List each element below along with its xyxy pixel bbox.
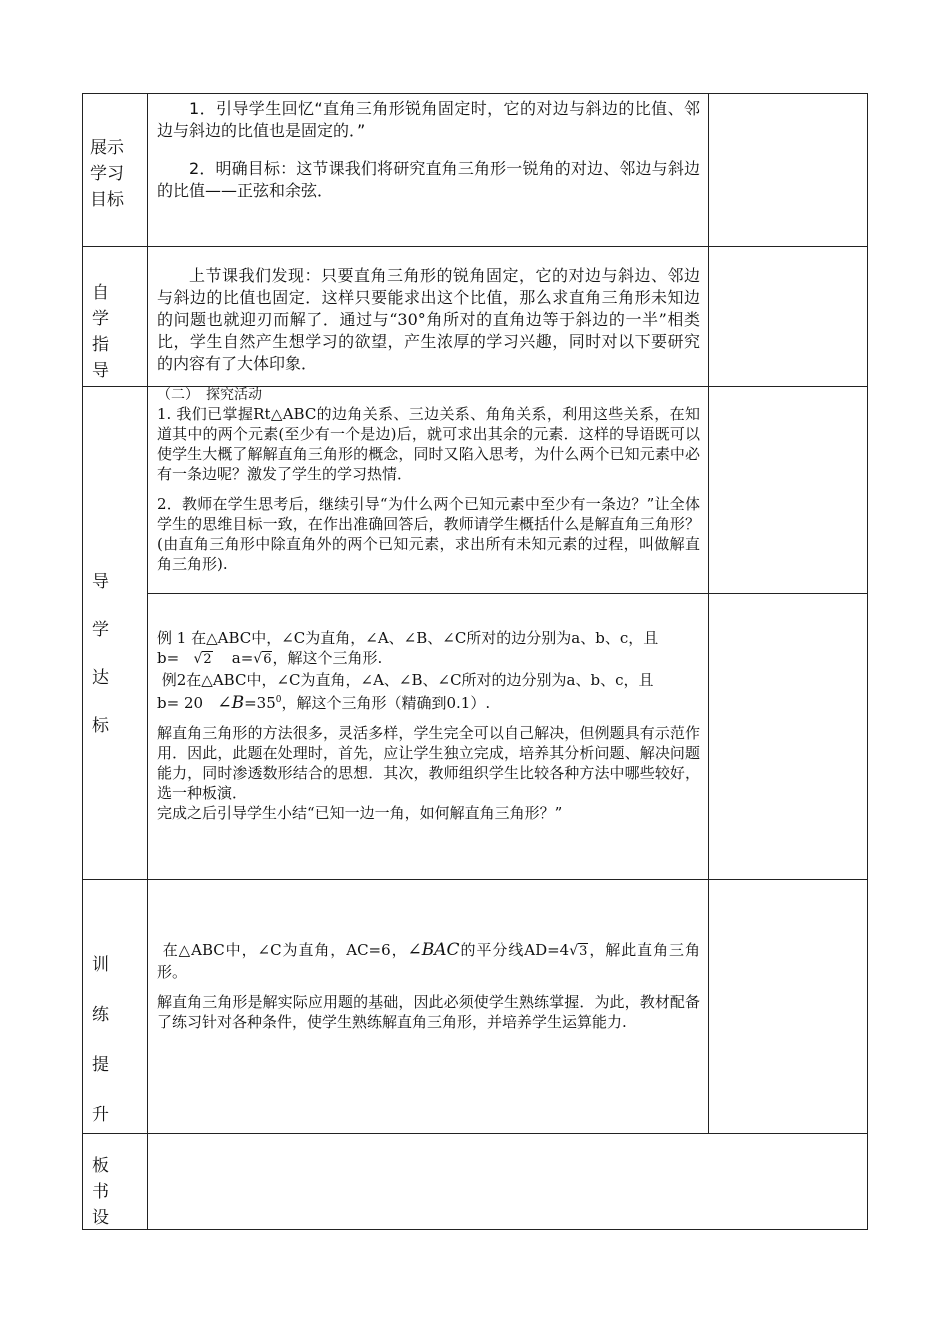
exploration-paragraph-2: 2．教师在学生思考后，继续引导“为什么两个已知元素中至少有一条边？”让全体学生的思维目标一致，在作出准确回答后，教师请学生概括什么是解直角三角形？(由直角三角形中除直角外的两个已知元素，求出所有未知元素的过程，叫做解直角三角形). xyxy=(157,495,700,573)
example-1-line-1: 例 1 在△ABC中，∠C为直角，∠A、∠B、∠C所对的边分别为a、b、c，且 xyxy=(157,629,659,647)
row-divider-3 xyxy=(82,879,868,880)
objective-paragraph-2: 2．明确目标：这节课我们将研究直角三角形一锐角的对边、邻边与斜边的比值——正弦和余弦． xyxy=(157,159,700,200)
example-2-line-1: 例2在△ABC中，∠C为直角，∠A、∠B、∠C所对的边分别为a、b、c，且 xyxy=(157,671,654,689)
sqrt-2: √2 xyxy=(193,651,212,667)
examples-paragraph-summary: 完成之后引导学生小结“已知一边一角，如何解直角三角形？” xyxy=(157,804,563,822)
table-divider-notes xyxy=(708,93,709,1133)
exploration-content xyxy=(157,386,700,574)
exploration-paragraph-1: 1. 我们已掌握Rt△ABC的边角关系、三边关系、角角关系，利用这些关系，在知道其中的两个元素(至少有一个是边)后，就可求出其余的元素．这样的导语既可以使学生大概了解解直角三角形的概念，同时又陷入思考，为什么两个已知元素中必有一条边呢？激发了学生的学习热情． xyxy=(157,405,700,483)
examples-content xyxy=(157,628,700,823)
row-label-practice: 训 练 提 升 xyxy=(92,955,109,1125)
table-border-top xyxy=(82,93,868,94)
self-study-paragraph: 上节课我们发现：只要直角三角形的锐角固定，它的对边与斜边、邻边与斜边的比值也固定．这样只要能求出这个比值，那么求直角三角形未知边的问题也就迎刃而解了．通过与“30°角所对的直角边等于斜边的一半”相类比，学生自然产生想学习的欲望，产生浓厚的学习兴趣，同时对以下要研究的内容有了大体印象． xyxy=(157,266,700,373)
degree-symbol: 0 xyxy=(275,695,282,705)
example-2-line-2: b= 20 $\angle B=35^0$，解这个三角形（精确到0.1）. xyxy=(157,693,491,713)
table-divider-label xyxy=(147,93,148,1230)
objectives-content xyxy=(157,98,700,202)
example-1-line-2: b= √2 a=√6，解这个三角形. xyxy=(157,648,700,670)
table-border-right xyxy=(867,93,868,1230)
sqrt-6: √6 xyxy=(253,651,272,667)
self-study-content xyxy=(157,265,700,375)
row-divider-1 xyxy=(82,246,868,247)
table-border-left xyxy=(82,93,83,1230)
objective-paragraph-1: 1．引导学生回忆“直角三角形锐角固定时，它的对边与斜边的比值、邻边与斜边的比值也是固定的．” xyxy=(157,99,700,140)
table-border-bottom xyxy=(82,1229,868,1230)
practice-content xyxy=(157,940,700,1032)
row-divider-4 xyxy=(82,1133,868,1134)
exploration-heading: （二） 探究活动 xyxy=(157,387,262,403)
examples-paragraph-method: 解直角三角形的方法很多，灵活多样，学生完全可以自己解决，但例题具有示范作用．因此，此题在处理时，首先，应让学生独立完成，培养其分析问题、解决问题能力，同时渗透数形结合的思想．其次，教师组织学生比较各种方法中哪些较好，选一种板演． xyxy=(157,724,700,802)
row-label-objectives: 展示 学习 目标 xyxy=(90,138,124,210)
row-label-blackboard: 板 书 设 xyxy=(92,1156,109,1228)
practice-paragraph: 解直角三角形是解实际应用题的基础，因此必须使学生熟练掌握．为此，教材配备了练习针对各种条件，使学生熟练解直角三角形，并培养学生运算能力. xyxy=(157,993,700,1031)
row-subdivider-3 xyxy=(147,593,868,594)
sqrt-3: √3 xyxy=(569,943,588,959)
row-label-guided-learning: 导 学 达 标 xyxy=(92,572,109,736)
row-label-self-study: 自 学 指 导 xyxy=(92,283,109,381)
practice-question: 在△ABC中，∠C为直角，AC=6，∠BAC的平分线AD=4√3，解此直角三角形。 xyxy=(157,940,700,981)
